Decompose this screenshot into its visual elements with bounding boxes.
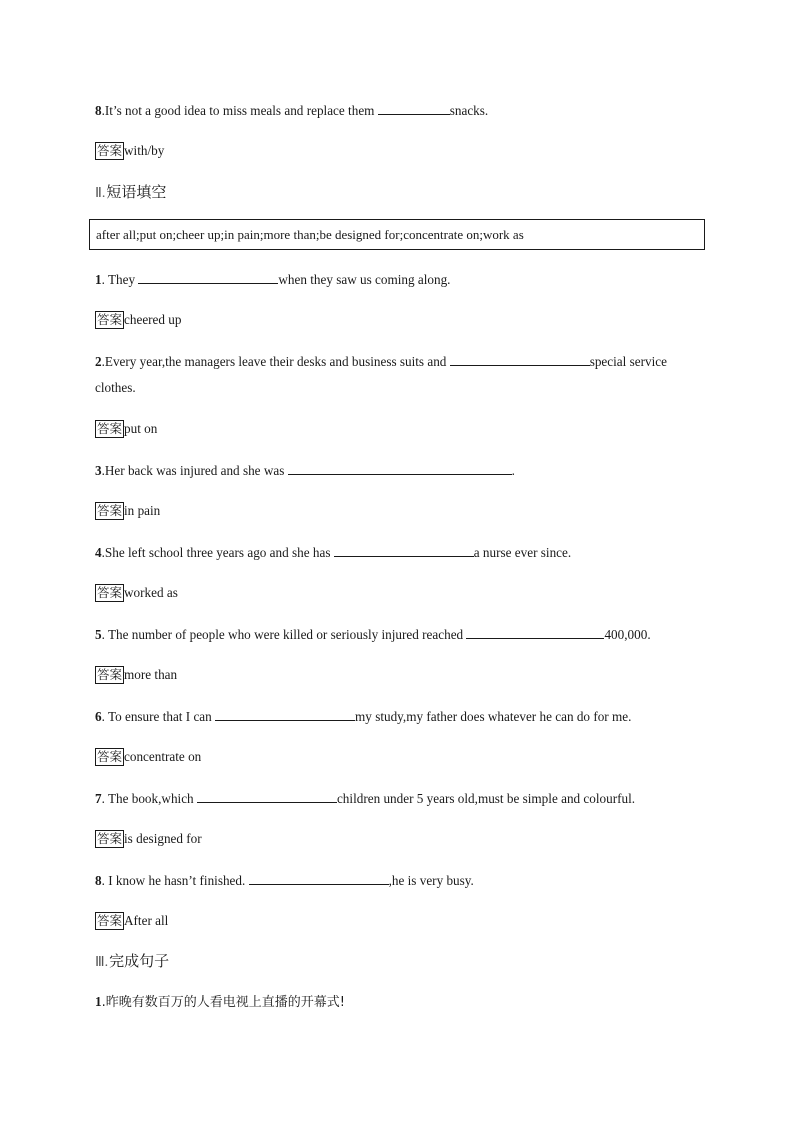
answer-tag: 答案 bbox=[97, 913, 123, 928]
answer-blank[interactable] bbox=[249, 871, 389, 885]
answer-tag: 答案 bbox=[97, 667, 123, 682]
question-number: 1 bbox=[95, 272, 102, 287]
sentence-text: .昨晚有数百万的人看电视上直播的开幕式! bbox=[101, 995, 345, 1010]
answer-text: more than bbox=[124, 667, 178, 682]
phrase-box bbox=[89, 219, 705, 250]
section-3-heading bbox=[95, 952, 169, 972]
answer-blank[interactable] bbox=[450, 352, 590, 366]
question-text-after: . bbox=[511, 463, 515, 478]
question-number: 8 bbox=[95, 103, 102, 118]
answer-blank[interactable] bbox=[334, 543, 474, 557]
answer-blank[interactable] bbox=[138, 270, 278, 284]
question-text-after: 400,000. bbox=[604, 627, 651, 642]
answer-text: After all bbox=[124, 913, 169, 928]
answer-4 bbox=[95, 584, 178, 602]
answer-text: cheered up bbox=[124, 312, 182, 327]
answer-tag: 答案 bbox=[97, 143, 123, 158]
question-text-after: a nurse ever since. bbox=[473, 545, 572, 560]
answer-tag: 答案 bbox=[97, 585, 123, 600]
answer-3 bbox=[95, 502, 160, 520]
answer-tag: 答案 bbox=[97, 312, 123, 327]
answer-blank[interactable] bbox=[378, 101, 450, 115]
answer-8 bbox=[95, 912, 168, 930]
question-text-continued: clothes. bbox=[95, 380, 136, 395]
question-number: 4 bbox=[95, 545, 102, 560]
sentence-1 bbox=[95, 993, 345, 1012]
question-text-before: .It’s not a good idea to miss meals and replace them bbox=[101, 103, 378, 118]
question-text-before: .Every year,the managers leave their desks and business suits and bbox=[101, 354, 450, 369]
question-6 bbox=[95, 707, 631, 726]
section-title: 短语填空 bbox=[106, 183, 167, 201]
answer-2 bbox=[95, 420, 157, 438]
answer-6 bbox=[95, 748, 201, 766]
prev-question-8 bbox=[95, 101, 488, 120]
question-text-after: when they saw us coming along. bbox=[278, 272, 451, 287]
answer-tag: 答案 bbox=[97, 831, 123, 846]
question-text-after: ,he is very busy. bbox=[388, 873, 474, 888]
question-text-after: my study,my father does whatever he can do for me. bbox=[355, 709, 632, 724]
answer-5 bbox=[95, 666, 177, 684]
question-number: 2 bbox=[95, 354, 102, 369]
section-title: 完成句子 bbox=[109, 952, 170, 970]
question-8 bbox=[95, 871, 474, 890]
question-number: 7 bbox=[95, 791, 102, 806]
phrase-list: after all;put on;cheer up;in pain;more than;be designed for;concentrate on;work as bbox=[96, 227, 524, 242]
answer-blank[interactable] bbox=[197, 789, 337, 803]
question-text-before: . I know he hasn’t finished. bbox=[101, 873, 249, 888]
answer-text: put on bbox=[124, 421, 158, 436]
answer-blank[interactable] bbox=[466, 625, 604, 639]
answer-text: is designed for bbox=[124, 831, 202, 846]
question-4 bbox=[95, 543, 571, 562]
question-text-before: . They bbox=[101, 272, 139, 287]
answer-tag: 答案 bbox=[97, 503, 123, 518]
question-text-before: .Her back was injured and she was bbox=[101, 463, 288, 478]
answer-blank[interactable] bbox=[215, 707, 355, 721]
question-1 bbox=[95, 270, 450, 289]
question-number: 3 bbox=[95, 463, 102, 478]
answer-tag: 答案 bbox=[97, 749, 123, 764]
section-2-heading bbox=[95, 183, 166, 203]
section-roman: Ⅲ. bbox=[95, 955, 109, 970]
question-number: 1 bbox=[95, 994, 102, 1009]
question-number: 5 bbox=[95, 627, 102, 642]
section-roman: Ⅱ. bbox=[95, 186, 106, 201]
question-7 bbox=[95, 789, 635, 808]
answer-text: with/by bbox=[124, 143, 165, 158]
question-2-continued bbox=[95, 379, 136, 397]
answer-1 bbox=[95, 311, 182, 329]
question-text-before: . The number of people who were killed or seriously injured reached bbox=[101, 627, 467, 642]
question-text-after: special service bbox=[589, 354, 667, 369]
answer-text: worked as bbox=[124, 585, 178, 600]
answer-blank[interactable] bbox=[288, 461, 512, 475]
answer-7 bbox=[95, 830, 202, 848]
answer-tag: 答案 bbox=[97, 421, 123, 436]
question-number: 6 bbox=[95, 709, 102, 724]
question-text-after: children under 5 years old,must be simple and colourful. bbox=[336, 791, 636, 806]
question-number: 8 bbox=[95, 873, 102, 888]
question-text-before: . To ensure that I can bbox=[101, 709, 216, 724]
prev-answer-8 bbox=[95, 142, 164, 160]
question-text-before: . The book,which bbox=[101, 791, 197, 806]
question-3 bbox=[95, 461, 515, 480]
question-text-after: snacks. bbox=[449, 103, 489, 118]
answer-text: concentrate on bbox=[124, 749, 202, 764]
answer-text: in pain bbox=[124, 503, 161, 518]
question-5 bbox=[95, 625, 651, 644]
question-2 bbox=[95, 352, 667, 371]
question-text-before: .She left school three years ago and she has bbox=[101, 545, 334, 560]
